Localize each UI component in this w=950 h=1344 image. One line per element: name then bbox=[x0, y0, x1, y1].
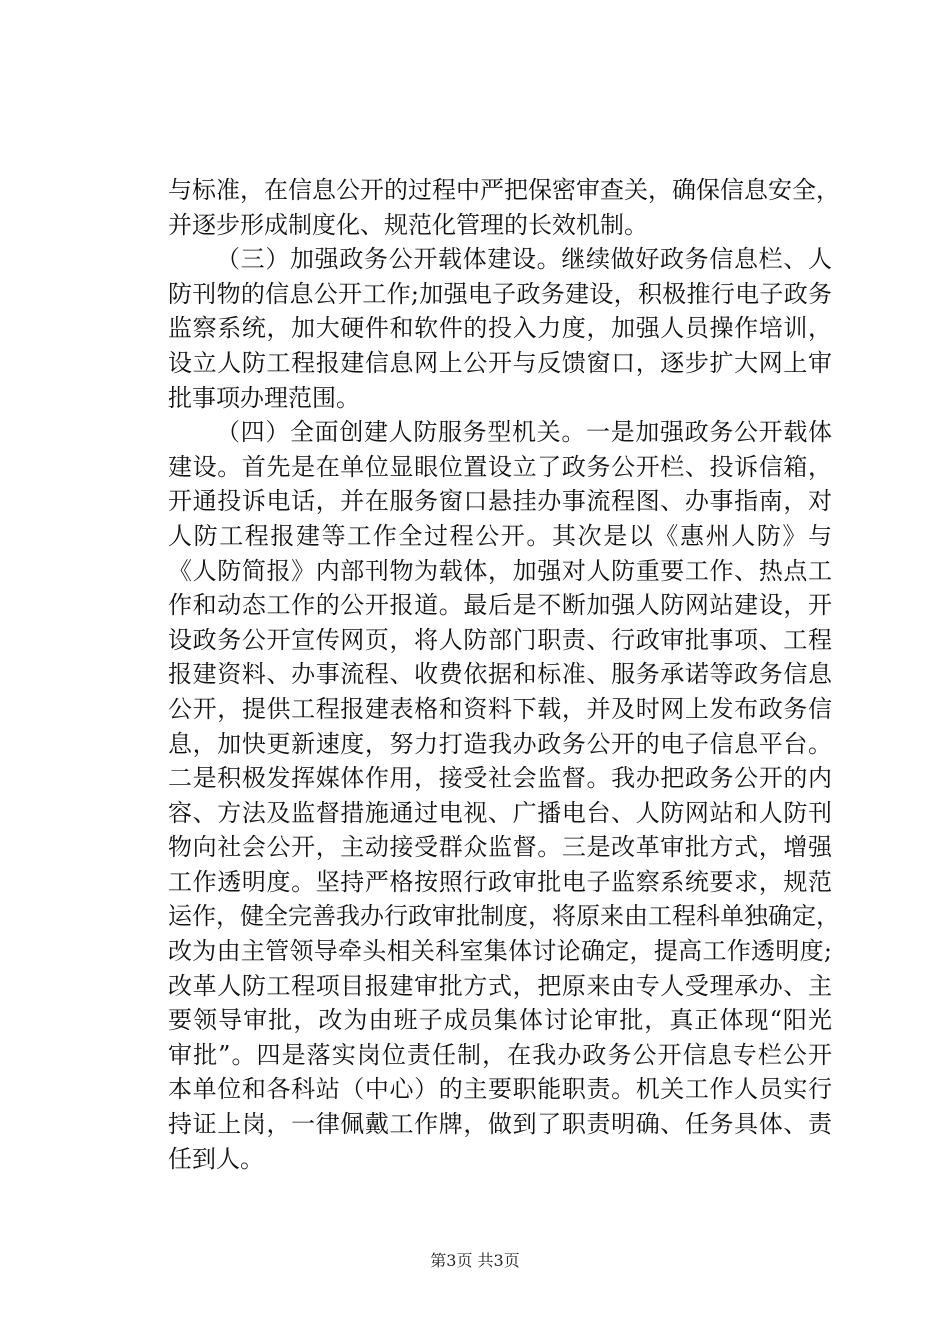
text-line: 持证上岗，一律佩戴工作牌，做到了职责明确、任务具体、责 bbox=[168, 1110, 832, 1139]
text-line: 要领导审批，改为由班子成员集体讨论审批，真正体现“阳光 bbox=[168, 1006, 832, 1035]
text-line: 运作，健全完善我办行政审批制度，将原来由工程科单独确定， bbox=[168, 902, 840, 931]
text-line: 物向社会公开，主动接受群众监督。三是改革审批方式，增强 bbox=[168, 833, 832, 862]
text-line: 并逐步形成制度化、规范化管理的长效机制。 bbox=[168, 210, 648, 239]
paragraph bbox=[168, 415, 840, 1176]
document-body bbox=[168, 173, 840, 1176]
text-line: （三）加强政务公开载体建设。继续做好政务信息栏、人 bbox=[216, 245, 832, 274]
text-line: 防刊物的信息公开工作;加强电子政务建设，积极推行电子政务 bbox=[168, 279, 832, 308]
text-line: 二是积极发挥媒体作用，接受社会监督。我办把政务公开的内 bbox=[168, 764, 832, 793]
text-line: 任到人。 bbox=[168, 1144, 264, 1173]
text-line: 开通投诉电话，并在服务窗口悬挂办事流程图、办事指南，对 bbox=[168, 487, 832, 516]
text-line: 本单位和各科站（中心）的主要职能职责。机关工作人员实行 bbox=[168, 1075, 832, 1104]
page-number-footer: 第3页 共3页 bbox=[430, 1251, 520, 1270]
text-line: 报建资料、办事流程、收费依据和标准、服务承诺等政务信息 bbox=[168, 660, 832, 689]
text-line: 作和动态工作的公开报道。最后是不断加强人防网站建设，开 bbox=[168, 591, 832, 620]
text-line: 批事项办理范围。 bbox=[168, 383, 360, 412]
text-line: 容、方法及监督措施通过电视、广播电台、人防网站和人防刊 bbox=[168, 798, 832, 827]
text-line: 公开，提供工程报建表格和资料下载，并及时网上发布政务信 bbox=[168, 694, 832, 723]
text-line: 建设。首先是在单位显眼位置设立了政务公开栏、投诉信箱， bbox=[168, 452, 832, 481]
text-line: 监察系统，加大硬件和软件的投入力度，加强人员操作培训， bbox=[168, 314, 832, 343]
text-line: 设政务公开宣传网页，将人防部门职责、行政审批事项、工程 bbox=[168, 625, 832, 654]
paragraph bbox=[168, 173, 840, 242]
text-line: 改革人防工程项目报建审批方式，把原来由专人受理承办、主 bbox=[168, 971, 832, 1000]
text-line: （四）全面创建人防服务型机关。一是加强政务公开载体 bbox=[216, 418, 832, 447]
text-line: 息，加快更新速度，努力打造我办政务公开的电子信息平台。 bbox=[168, 729, 832, 758]
paragraph bbox=[168, 242, 832, 415]
text-line: 《人防简报》内部刊物为载体，加强对人防重要工作、热点工 bbox=[168, 556, 832, 585]
text-line: 与标准，在信息公开的过程中严把保密审查关，确保信息安全， bbox=[168, 176, 840, 204]
text-line: 人防工程报建等工作全过程公开。其次是以《惠州人防》与 bbox=[168, 521, 832, 550]
text-line: 工作透明度。坚持严格按照行政审批电子监察系统要求，规范 bbox=[168, 867, 832, 896]
text-line: 改为由主管领导牵头相关科室集体讨论确定，提高工作透明度; bbox=[168, 937, 832, 966]
text-line: 设立人防工程报建信息网上公开与反馈窗口，逐步扩大网上审 bbox=[168, 348, 832, 377]
text-line: 审批”。四是落实岗位责任制，在我办政务公开信息专栏公开 bbox=[168, 1040, 832, 1069]
